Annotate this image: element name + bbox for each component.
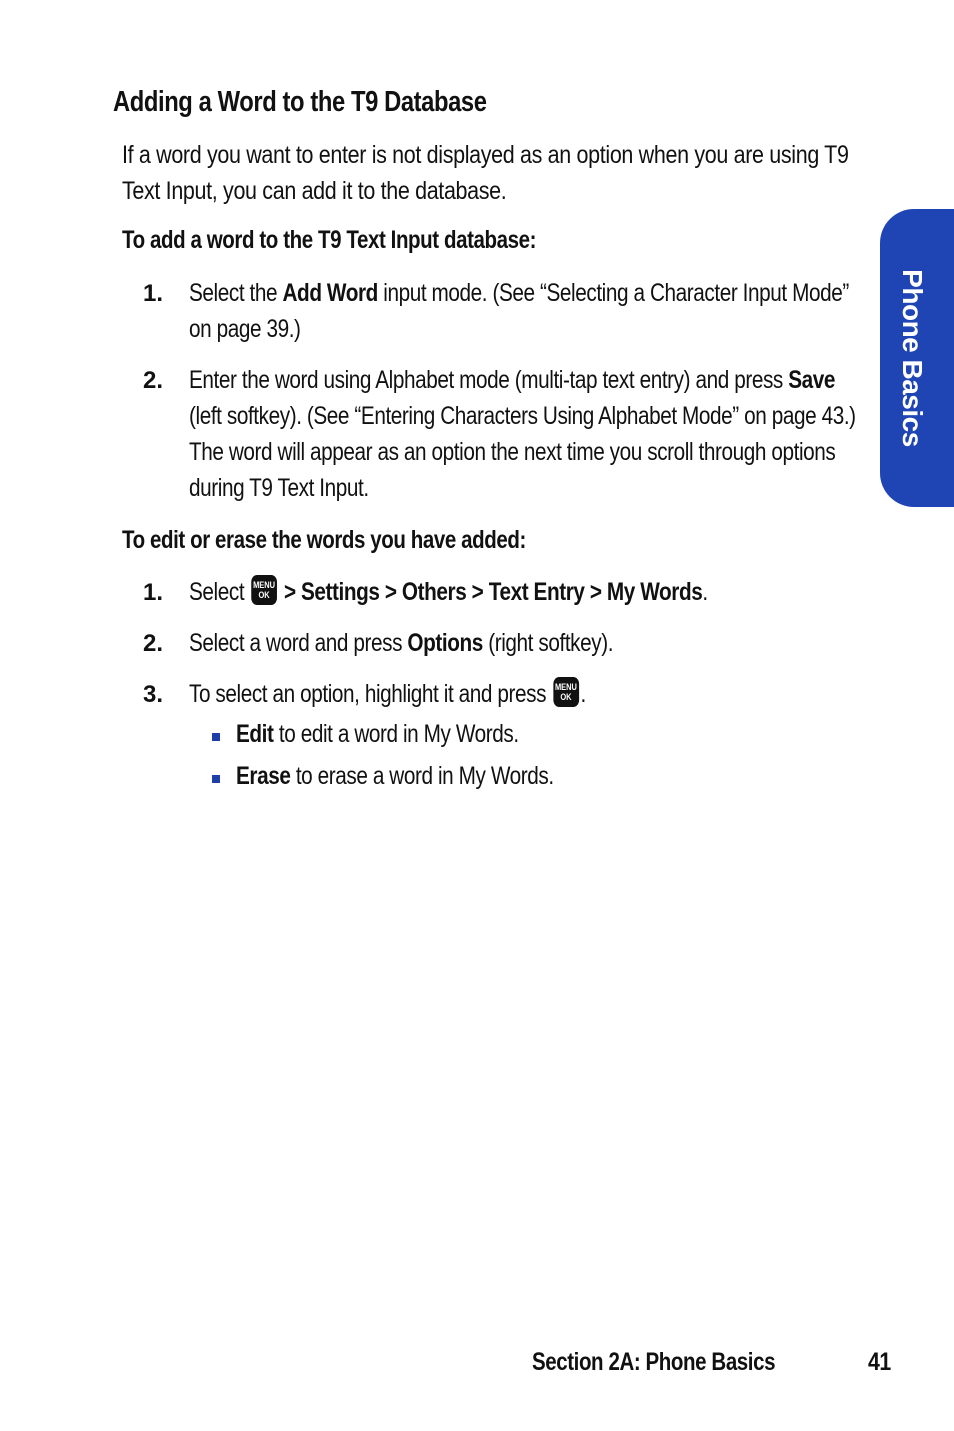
options-softkey-label: Options: [407, 629, 483, 657]
settings-menu-path: > Settings > Others > Text Entry > My Words: [283, 578, 703, 606]
add-step-1-number: 1.: [143, 280, 164, 307]
menu-ok-key-icon: MENU OK: [553, 677, 579, 707]
edit-words-subheading: To edit or erase the words you have added:: [122, 526, 526, 554]
erase-option-bullet: Erase to erase a word in My Words.: [236, 762, 554, 790]
edit-step-1-text: Select MENU OK > Settings > Others > Text Entry > My Words.: [189, 574, 857, 610]
edit-step-2-text: Select a word and press Options (right softkey).: [189, 629, 614, 657]
bullet-square-icon: [212, 775, 220, 783]
edit-step-3-text: To select an option, highlight it and press MENU OK .: [189, 676, 857, 712]
edit-step-3-number: 3.: [143, 681, 164, 708]
intro-paragraph: If a word you want to enter is not displayed as an option when you are using T9 Text Input, you can add it to the database.: [122, 141, 849, 205]
bullet-square-icon: [212, 733, 220, 741]
add-word-mode-label: Add Word: [282, 279, 378, 307]
add-word-subheading: To add a word to the T9 Text Input database:: [122, 226, 537, 254]
chapter-side-tab-label: Phone Basics: [897, 269, 928, 447]
page-number: 41: [868, 1348, 891, 1376]
footer-section-title: Section 2A: Phone Basics: [532, 1348, 776, 1376]
section-heading: Adding a Word to the T9 Database: [113, 86, 487, 118]
save-softkey-label: Save: [788, 366, 836, 394]
add-step-2-text: Enter the word using Alphabet mode (multi-tap text entry) and press Save (left softkey). (See “Entering Characters Using Alphabet Mode” on page 43.) The word will appear as an option the next time you scroll through options during T9 Text Input.: [189, 366, 856, 502]
edit-option-bullet: Edit to edit a word in My Words.: [236, 720, 519, 748]
add-step-2-number: 2.: [143, 367, 164, 394]
add-step-1-text: Select the Add Word input mode. (See “Selecting a Character Input Mode” on page 39.): [189, 279, 849, 343]
edit-step-1-number: 1.: [143, 579, 164, 606]
edit-step-2-number: 2.: [143, 630, 164, 657]
menu-ok-key-icon: MENU OK: [251, 575, 277, 605]
